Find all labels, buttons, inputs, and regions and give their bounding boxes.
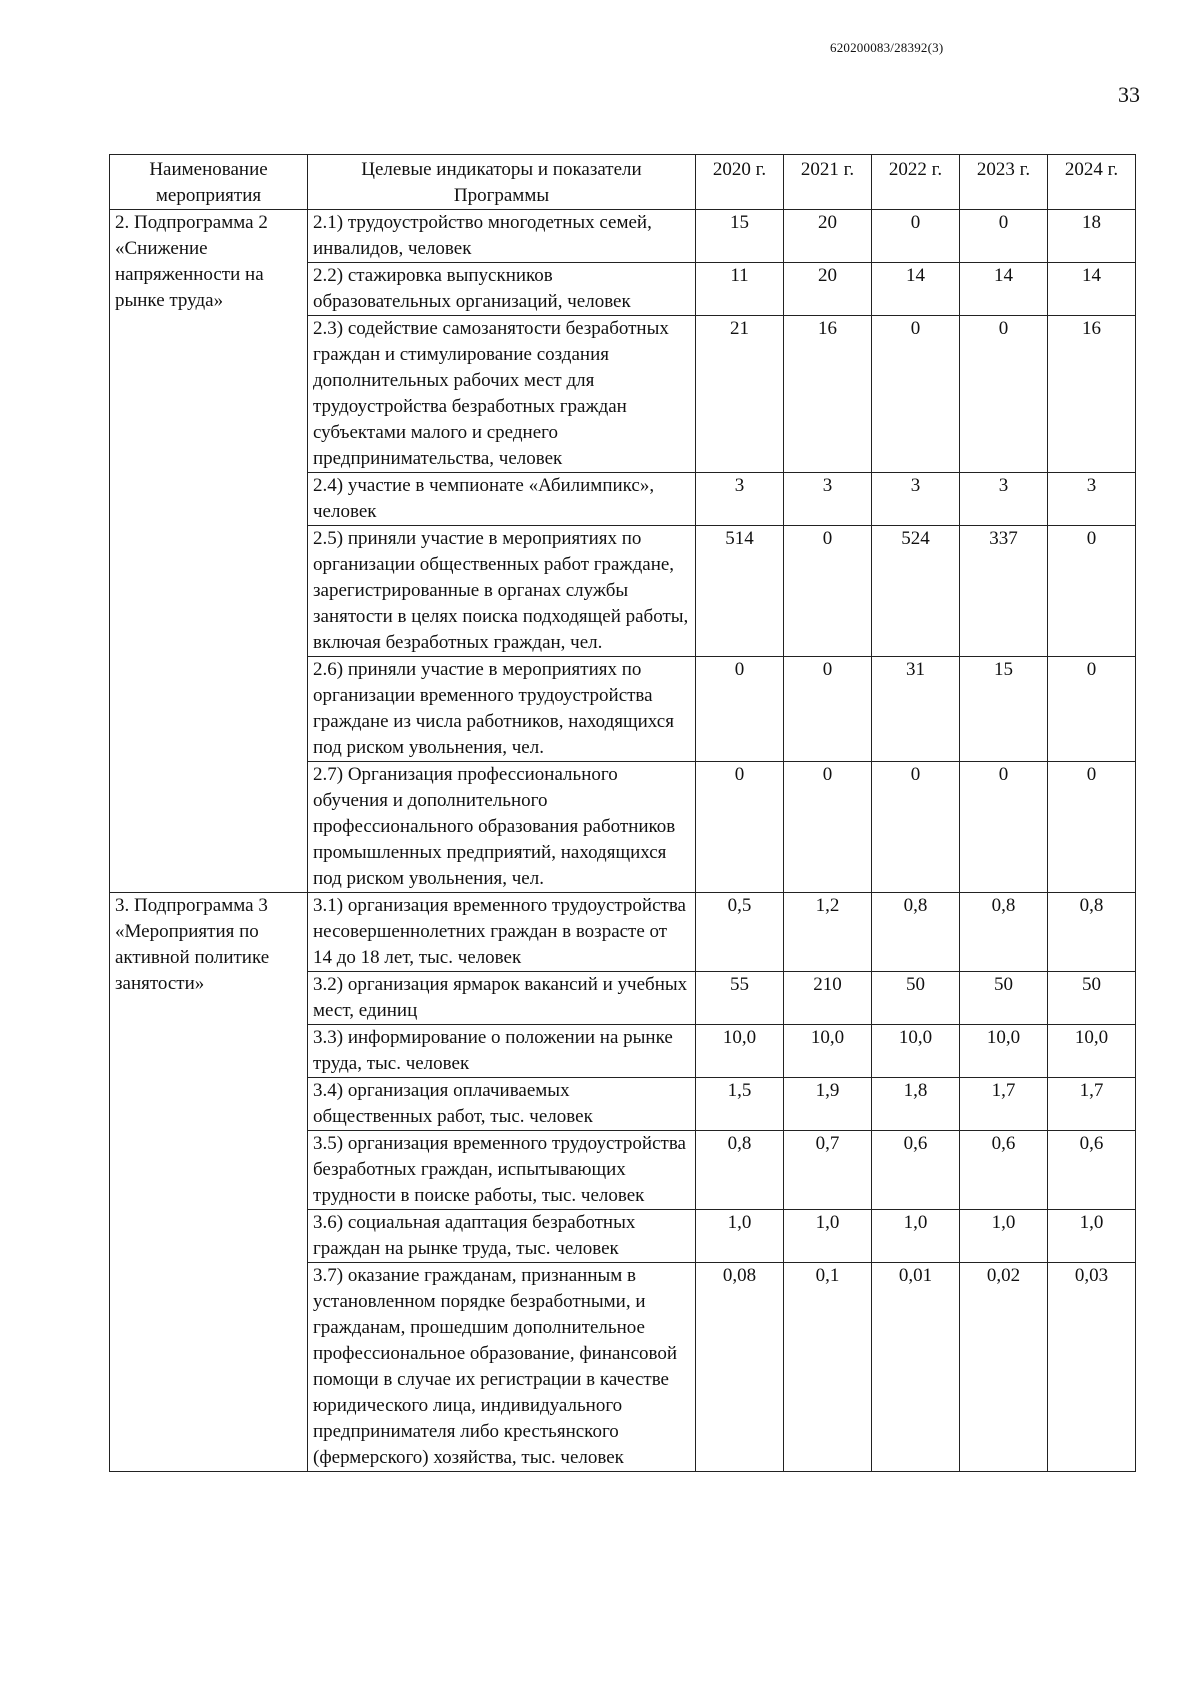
indicator-cell: 2.3) содействие самозанятости безработных граждан и стимулирование создания дополнительных рабочих мест для трудоустройства безработных граждан субъектами малого и среднего предпринимательства, человек	[308, 316, 696, 473]
value-cell: 0	[960, 316, 1048, 473]
value-cell: 14	[960, 263, 1048, 316]
value-cell: 10,0	[960, 1025, 1048, 1078]
table-row	[110, 210, 1136, 263]
activity-name-cell: 2. Подпрограмма 2 «Снижение напряженности на рынке труда»	[110, 210, 308, 893]
value-cell: 0	[784, 657, 872, 762]
value-cell: 0	[696, 657, 784, 762]
value-cell: 1,7	[1048, 1078, 1136, 1131]
value-cell: 0,8	[872, 893, 960, 972]
value-cell: 0	[960, 210, 1048, 263]
header-year: 2023 г.	[960, 155, 1048, 210]
value-cell: 0	[960, 762, 1048, 893]
value-cell: 0	[872, 316, 960, 473]
value-cell: 0	[696, 762, 784, 893]
value-cell: 0,08	[696, 1263, 784, 1472]
indicator-cell: 2.4) участие в чемпионате «Абилимпикс», человек	[308, 473, 696, 526]
indicator-cell: 3.2) организация ярмарок вакансий и учебных мест, единиц	[308, 972, 696, 1025]
value-cell: 50	[960, 972, 1048, 1025]
value-cell: 0	[784, 762, 872, 893]
value-cell: 0,8	[960, 893, 1048, 972]
value-cell: 50	[872, 972, 960, 1025]
table-header-row	[110, 155, 1136, 210]
value-cell: 1,8	[872, 1078, 960, 1131]
header-year: 2021 г.	[784, 155, 872, 210]
value-cell: 3	[784, 473, 872, 526]
value-cell: 524	[872, 526, 960, 657]
header-year: 2024 г.	[1048, 155, 1136, 210]
value-cell: 0,8	[1048, 893, 1136, 972]
value-cell: 0	[784, 526, 872, 657]
value-cell: 14	[872, 263, 960, 316]
value-cell: 0,6	[1048, 1131, 1136, 1210]
value-cell: 14	[1048, 263, 1136, 316]
table-body	[110, 210, 1136, 1472]
value-cell: 3	[960, 473, 1048, 526]
value-cell: 20	[784, 210, 872, 263]
document-id: 620200083/28392(3)	[830, 40, 944, 55]
value-cell: 0,8	[696, 1131, 784, 1210]
value-cell: 1,0	[1048, 1210, 1136, 1263]
value-cell: 31	[872, 657, 960, 762]
value-cell: 210	[784, 972, 872, 1025]
value-cell: 3	[696, 473, 784, 526]
value-cell: 1,9	[784, 1078, 872, 1131]
value-cell: 0,6	[872, 1131, 960, 1210]
value-cell: 50	[1048, 972, 1136, 1025]
header-year: 2020 г.	[696, 155, 784, 210]
value-cell: 1,0	[784, 1210, 872, 1263]
header-year: 2022 г.	[872, 155, 960, 210]
value-cell: 10,0	[784, 1025, 872, 1078]
activity-name-cell: 3. Подпрограмма 3 «Мероприятия по активной политике занятости»	[110, 893, 308, 1472]
value-cell: 15	[960, 657, 1048, 762]
table-row	[110, 893, 1136, 972]
value-cell: 21	[696, 316, 784, 473]
value-cell: 0,5	[696, 893, 784, 972]
indicator-cell: 2.1) трудоустройство многодетных семей, инвалидов, человек	[308, 210, 696, 263]
value-cell: 0	[872, 210, 960, 263]
indicator-cell: 3.1) организация временного трудоустройства несовершеннолетних граждан в возрасте от 14 до 18 лет, тыс. человек	[308, 893, 696, 972]
value-cell: 16	[1048, 316, 1136, 473]
value-cell: 0,03	[1048, 1263, 1136, 1472]
value-cell: 1,0	[872, 1210, 960, 1263]
value-cell: 1,0	[696, 1210, 784, 1263]
indicator-cell: 2.5) приняли участие в мероприятиях по организации общественных работ граждане, зарегистрированные в органах службы занятости в целях поиска подходящей работы, включая безработных граждан, чел.	[308, 526, 696, 657]
value-cell: 1,7	[960, 1078, 1048, 1131]
value-cell: 0	[1048, 526, 1136, 657]
indicator-cell: 3.6) социальная адаптация безработных граждан на рынке труда, тыс. человек	[308, 1210, 696, 1263]
value-cell: 10,0	[696, 1025, 784, 1078]
value-cell: 3	[872, 473, 960, 526]
value-cell: 0	[872, 762, 960, 893]
value-cell: 514	[696, 526, 784, 657]
indicator-cell: 2.2) стажировка выпускников образовательных организаций, человек	[308, 263, 696, 316]
indicator-cell: 3.7) оказание гражданам, признанным в установленном порядке безработными, и гражданам, прошедшим дополнительное профессиональное образование, финансовой помощи в случае их регистрации в качестве юридического лица, индивидуального предпринимателя либо крестьянского (фермерского) хозяйства, тыс. человек	[308, 1263, 696, 1472]
value-cell: 0,7	[784, 1131, 872, 1210]
value-cell: 0,02	[960, 1263, 1048, 1472]
value-cell: 15	[696, 210, 784, 263]
header-activity-name: Наименование мероприятия	[110, 155, 308, 210]
value-cell: 10,0	[1048, 1025, 1136, 1078]
value-cell: 1,5	[696, 1078, 784, 1131]
indicator-cell: 2.6) приняли участие в мероприятиях по организации временного трудоустройства граждане из числа работников, находящихся под риском увольнения, чел.	[308, 657, 696, 762]
value-cell: 3	[1048, 473, 1136, 526]
value-cell: 11	[696, 263, 784, 316]
value-cell: 10,0	[872, 1025, 960, 1078]
indicator-cell: 3.3) информирование о положении на рынке труда, тыс. человек	[308, 1025, 696, 1078]
indicator-cell: 2.7) Организация профессионального обучения и дополнительного профессионального образования работников промышленных предприятий, находящихся под риском увольнения, чел.	[308, 762, 696, 893]
value-cell: 0,6	[960, 1131, 1048, 1210]
page-number: 33	[1118, 82, 1140, 107]
value-cell: 0,1	[784, 1263, 872, 1472]
value-cell: 0	[1048, 657, 1136, 762]
header-indicators: Целевые индикаторы и показатели Программы	[308, 155, 696, 210]
value-cell: 0,01	[872, 1263, 960, 1472]
value-cell: 1,0	[960, 1210, 1048, 1263]
value-cell: 55	[696, 972, 784, 1025]
value-cell: 1,2	[784, 893, 872, 972]
indicator-cell: 3.5) организация временного трудоустройства безработных граждан, испытывающих трудности в поиске работы, тыс. человек	[308, 1131, 696, 1210]
indicator-cell: 3.4) организация оплачиваемых общественных работ, тыс. человек	[308, 1078, 696, 1131]
value-cell: 337	[960, 526, 1048, 657]
value-cell: 16	[784, 316, 872, 473]
value-cell: 20	[784, 263, 872, 316]
indicators-table	[109, 154, 1136, 1472]
value-cell: 0	[1048, 762, 1136, 893]
value-cell: 18	[1048, 210, 1136, 263]
